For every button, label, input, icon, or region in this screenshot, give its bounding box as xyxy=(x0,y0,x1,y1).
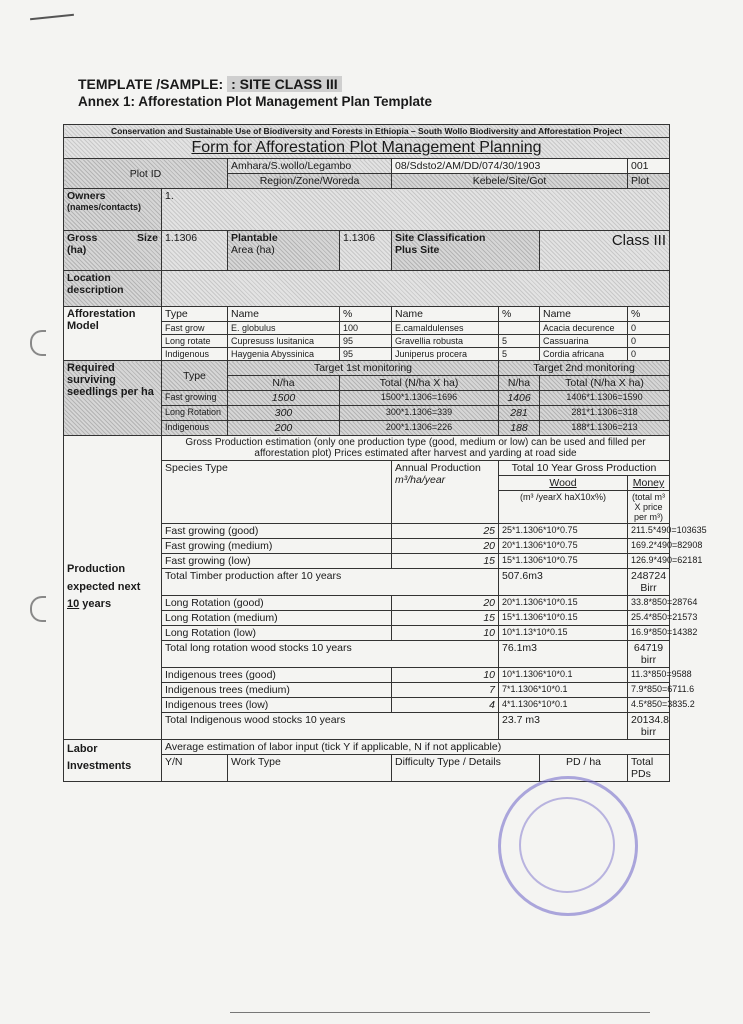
size-label: Size xyxy=(136,232,158,244)
template-title-prefix: TEMPLATE /SAMPLE: xyxy=(78,76,224,92)
production-annual: 10 xyxy=(392,626,499,641)
model-percent: 95 xyxy=(340,335,392,348)
site-class-highlight: : SITE CLASS III xyxy=(227,76,342,92)
seedling-type: Fast growing xyxy=(162,391,228,406)
seedling-nha: 188 xyxy=(499,421,540,436)
total-production-header: Total 10 Year Gross Production xyxy=(499,461,670,476)
site-class-label: Site Classification xyxy=(395,232,486,244)
production-intro: Gross Production estimation (only one production type (good, medium or low) can be used and filled per afforestation plot) Prices estimated after harvest and yarding at road side xyxy=(162,436,670,461)
total-pds-header: Total PDs xyxy=(628,755,670,782)
seedling-total: 188*1.1306=213 xyxy=(540,421,670,436)
model-pct-header-2: % xyxy=(499,307,540,322)
site-class-sub: Plus Site xyxy=(395,244,440,256)
plantable-area-label xyxy=(228,231,340,271)
required-seedlings-label: Required surviving seedlings per ha xyxy=(64,361,162,436)
model-type: Indigenous xyxy=(162,348,228,361)
yn-label: Y/N xyxy=(165,756,183,768)
production-label-years: 10 xyxy=(67,598,80,611)
model-species: Cassuarina xyxy=(540,335,628,348)
model-percent: 0 xyxy=(628,322,670,335)
owners-label-sub: (names/contacts) xyxy=(67,202,142,212)
production-total-label: Total Indigenous wood stocks 10 years xyxy=(162,713,499,740)
official-stamp xyxy=(498,776,638,916)
total-header-1: Total (N/ha X ha) xyxy=(340,376,499,391)
work-type-header: Work Type xyxy=(228,755,392,782)
nha-header-1: N/ha xyxy=(228,376,340,391)
production-wood: 20*1.1306*10*0.75 xyxy=(499,539,628,554)
plot-id-label: Plot ID xyxy=(64,159,228,189)
location-label-sub: description xyxy=(67,284,124,296)
production-total-label: Total long rotation wood stocks 10 years xyxy=(162,641,499,668)
production-total-wood: 23.7 m3 xyxy=(499,713,628,740)
ha-label: (ha) xyxy=(67,244,87,256)
plantable-label: Plantable xyxy=(231,232,278,244)
model-species: Cupresuss lusitanica xyxy=(228,335,340,348)
production-annual: 4 xyxy=(392,698,499,713)
model-percent: 100 xyxy=(340,322,392,335)
location-label-text: Location xyxy=(67,272,111,284)
money-header: Money xyxy=(628,476,670,491)
production-wood: 25*1.1306*10*0.75 xyxy=(499,524,628,539)
production-species: Fast growing (low) xyxy=(162,554,392,569)
plantable-sub: Area (ha) xyxy=(231,244,275,256)
pd-ha-header: PD / ha xyxy=(540,755,628,782)
region-label: Region/Zone/Woreda xyxy=(228,174,392,189)
seedling-total: 1406*1.1306=1590 xyxy=(540,391,670,406)
wood-header: Wood xyxy=(499,476,628,491)
annex-title: Annex 1: Afforestation Plot Management Plan Template xyxy=(78,94,433,109)
kebele-label: Kebele/Site/Got xyxy=(392,174,628,189)
project-name: Conservation and Sustainable Use of Biodiversity and Forests in Ethiopia – South Wollo Biodiversity and Afforestation Project xyxy=(64,125,670,138)
seedling-nha: 281 xyxy=(499,406,540,421)
labor-intro: Average estimation of labor input (tick Y if applicable, N if not applicable) xyxy=(162,740,670,755)
production-money: 211.5*490=103635 xyxy=(628,524,670,539)
model-species: Juniperus procera xyxy=(392,348,499,361)
production-species: Indigenous trees (good) xyxy=(162,668,392,683)
seedling-total: 281*1.1306=318 xyxy=(540,406,670,421)
production-wood: 15*1.1306*10*0.15 xyxy=(499,611,628,626)
seedling-total: 1500*1.1306=1696 xyxy=(340,391,499,406)
gross-size-value: 1.1306 xyxy=(162,231,228,271)
model-percent: 0 xyxy=(628,348,670,361)
production-money: 25.4*850=21573 xyxy=(628,611,670,626)
production-species: Fast growing (good) xyxy=(162,524,392,539)
species-type-header: Species Type xyxy=(162,461,392,524)
seedling-nha: 200 xyxy=(228,421,340,436)
plot-number-value: 001 xyxy=(628,159,670,174)
production-total-money: 20134.8 birr xyxy=(628,713,670,740)
plantable-area-value: 1.1306 xyxy=(340,231,392,271)
wood-unit: (m³ /yearX haX10x%) xyxy=(499,491,628,524)
model-percent: 5 xyxy=(499,348,540,361)
plot-label: Plot xyxy=(628,174,670,189)
seedling-total: 200*1.1306=226 xyxy=(340,421,499,436)
labor-label-line1: Labor xyxy=(67,743,98,755)
production-species: Indigenous trees (medium) xyxy=(162,683,392,698)
seedling-total: 300*1.1306=339 xyxy=(340,406,499,421)
target-1-header: Target 1st monitoring xyxy=(228,361,499,376)
model-percent: 0 xyxy=(628,335,670,348)
punch-hole-top xyxy=(30,330,46,356)
difficulty-header: Difficulty Type / Details xyxy=(392,755,540,782)
production-wood: 10*1.13*10*0.15 xyxy=(499,626,628,641)
labor-investments-label xyxy=(64,740,162,782)
production-species: Long Rotation (good) xyxy=(162,596,392,611)
model-type: Fast grow xyxy=(162,322,228,335)
total-header-2: Total (N/ha X ha) xyxy=(540,376,670,391)
model-name-header-3: Name xyxy=(540,307,628,322)
model-percent: 95 xyxy=(340,348,392,361)
annual-production-header xyxy=(392,461,499,524)
production-label-suffix: years xyxy=(79,598,112,611)
production-species: Long Rotation (medium) xyxy=(162,611,392,626)
production-annual: 25 xyxy=(392,524,499,539)
model-species: Acacia decurence xyxy=(540,322,628,335)
model-name-header-2: Name xyxy=(392,307,499,322)
model-type: Long rotate xyxy=(162,335,228,348)
production-money: 4.5*850=3835.2 xyxy=(628,698,670,713)
production-label xyxy=(64,436,162,740)
model-percent: 5 xyxy=(499,335,540,348)
production-annual: 20 xyxy=(392,596,499,611)
production-total-money: 64719 birr xyxy=(628,641,670,668)
yn-header xyxy=(162,755,228,782)
model-pct-header-1: % xyxy=(340,307,392,322)
production-total-wood: 76.1m3 xyxy=(499,641,628,668)
form-title: Form for Afforestation Plot Management Planning xyxy=(64,138,670,159)
production-money: 33.8*850=28764 xyxy=(628,596,670,611)
production-money: 169.2*490=82908 xyxy=(628,539,670,554)
template-title xyxy=(78,76,342,92)
owners-label-text: Owners xyxy=(67,190,106,202)
location-value xyxy=(162,271,670,307)
money-unit: (total m³ X price per m³) xyxy=(628,491,670,524)
model-percent xyxy=(499,322,540,335)
seedling-nha: 1500 xyxy=(228,391,340,406)
production-money: 11.3*850=9588 xyxy=(628,668,670,683)
management-plan-form xyxy=(63,124,707,782)
nha-header-2: N/ha xyxy=(499,376,540,391)
production-annual: 20 xyxy=(392,539,499,554)
seedling-nha: 1406 xyxy=(499,391,540,406)
production-money: 126.9*490=62181 xyxy=(628,554,670,569)
production-total-label: Total Timber production after 10 years xyxy=(162,569,499,596)
production-wood: 10*1.1306*10*0.1 xyxy=(499,668,628,683)
production-species: Fast growing (medium) xyxy=(162,539,392,554)
location-label xyxy=(64,271,162,307)
seedling-type: Long Rotation xyxy=(162,406,228,421)
production-label-line1: Production xyxy=(67,563,126,576)
production-wood: 15*1.1306*10*0.75 xyxy=(499,554,628,569)
owners-label xyxy=(64,189,162,231)
model-species: Haygenia Abyssinica xyxy=(228,348,340,361)
model-pct-header-3: % xyxy=(628,307,670,322)
model-species: E.camaldulenses xyxy=(392,322,499,335)
footer-line xyxy=(230,1012,650,1013)
seedling-type-header: Type xyxy=(162,361,228,391)
annual-header-unit: m³/ha/year xyxy=(395,474,446,486)
region-value: Amhara/S.wollo/Legambo xyxy=(228,159,392,174)
punch-hole-bottom xyxy=(30,596,46,622)
labor-label-line2: Investments xyxy=(67,759,132,772)
production-wood: 7*1.1306*10*0.1 xyxy=(499,683,628,698)
model-species: Cordia africana xyxy=(540,348,628,361)
production-total-money: 248724 Birr xyxy=(628,569,670,596)
production-annual: 15 xyxy=(392,554,499,569)
gross-label: Gross xyxy=(67,232,98,244)
production-annual: 10 xyxy=(392,668,499,683)
model-species: E. globulus xyxy=(228,322,340,335)
site-classification-label xyxy=(392,231,540,271)
site-class-value: Class III xyxy=(540,231,670,271)
production-money: 16.9*850=14382 xyxy=(628,626,670,641)
model-type-header: Type xyxy=(162,307,228,322)
site-code-value: 08/Sdsto2/AM/DD/074/30/1903 xyxy=(392,159,628,174)
production-wood: 20*1.1306*10*0.15 xyxy=(499,596,628,611)
seedling-type: Indigenous xyxy=(162,421,228,436)
owners-value: 1. xyxy=(162,189,670,231)
production-annual: 15 xyxy=(392,611,499,626)
production-label-line2: expected next xyxy=(67,580,141,593)
target-2-header: Target 2nd monitoring xyxy=(499,361,670,376)
production-money: 7.9*850=6711.6 xyxy=(628,683,670,698)
production-wood: 4*1.1306*10*0.1 xyxy=(499,698,628,713)
model-name-header-1: Name xyxy=(228,307,340,322)
production-species: Long Rotation (low) xyxy=(162,626,392,641)
pen-mark xyxy=(30,14,74,21)
model-species: Gravellia robusta xyxy=(392,335,499,348)
gross-size-label xyxy=(64,231,162,271)
afforestation-model-label: Afforestation Model xyxy=(64,307,162,361)
production-annual: 7 xyxy=(392,683,499,698)
production-total-wood: 507.6m3 xyxy=(499,569,628,596)
annual-header-text: Annual Production xyxy=(395,462,481,474)
production-species: Indigenous trees (low) xyxy=(162,698,392,713)
seedling-nha: 300 xyxy=(228,406,340,421)
